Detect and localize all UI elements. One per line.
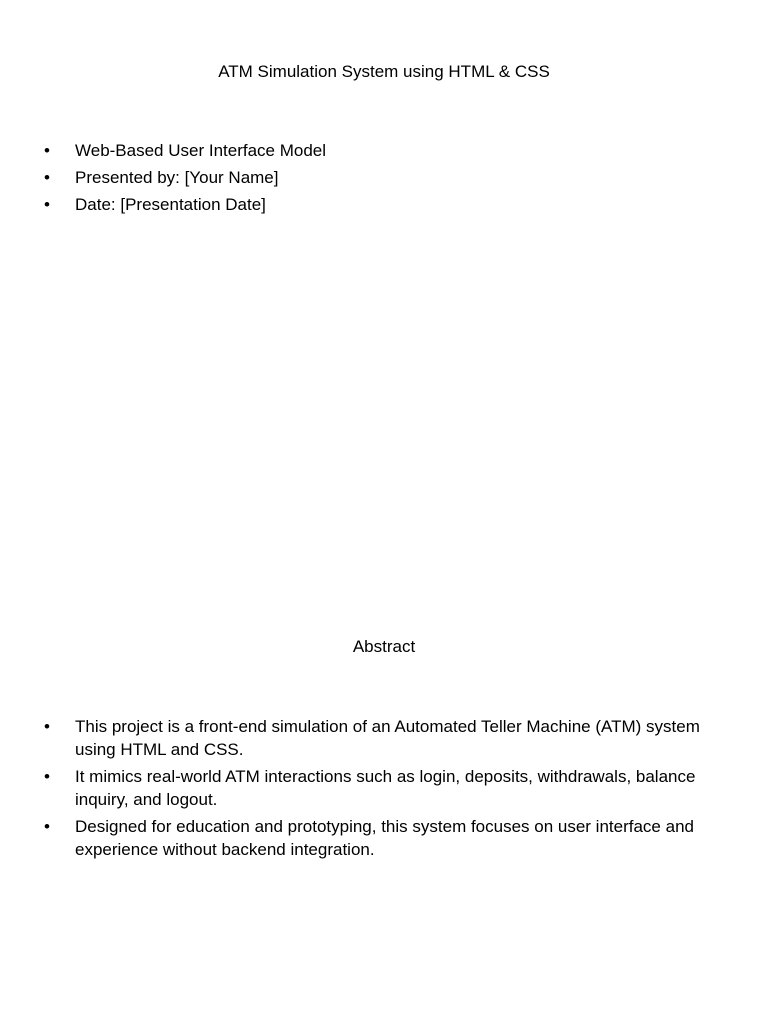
- list-item: [0, 193, 768, 216]
- bullet-text: Web-Based User Interface Model: [75, 141, 327, 160]
- abstract-slide: [0, 576, 768, 1024]
- bullet-icon: •: [44, 168, 50, 187]
- bullet-icon: •: [44, 141, 50, 160]
- list-item: [0, 765, 768, 811]
- bullet-list: [0, 139, 768, 220]
- bullet-list: [0, 715, 768, 865]
- list-item: [0, 139, 768, 162]
- bullet-text: This project is a front-end simulation of an Automated Teller Machine (ATM) system using HTML and CSS.: [75, 717, 700, 759]
- slide-title: ATM Simulation System using HTML & CSS: [218, 62, 550, 81]
- bullet-icon: •: [44, 195, 50, 214]
- bullet-text: It mimics real-world ATM interactions such as login, deposits, withdrawals, balance inquiry, and logout.: [75, 767, 696, 809]
- bullet-icon: •: [44, 717, 50, 736]
- bullet-icon: •: [44, 767, 50, 786]
- list-item: [0, 815, 768, 861]
- slide-title: Abstract: [352, 637, 416, 656]
- bullet-text: Designed for education and prototyping, this system focuses on user interface and experience without backend integration.: [75, 817, 694, 859]
- bullet-icon: •: [44, 817, 50, 836]
- bullet-text: Presented by: [Your Name]: [75, 168, 279, 187]
- list-item: [0, 166, 768, 189]
- list-item: [0, 715, 768, 761]
- bullet-text: Date: [Presentation Date]: [75, 195, 266, 214]
